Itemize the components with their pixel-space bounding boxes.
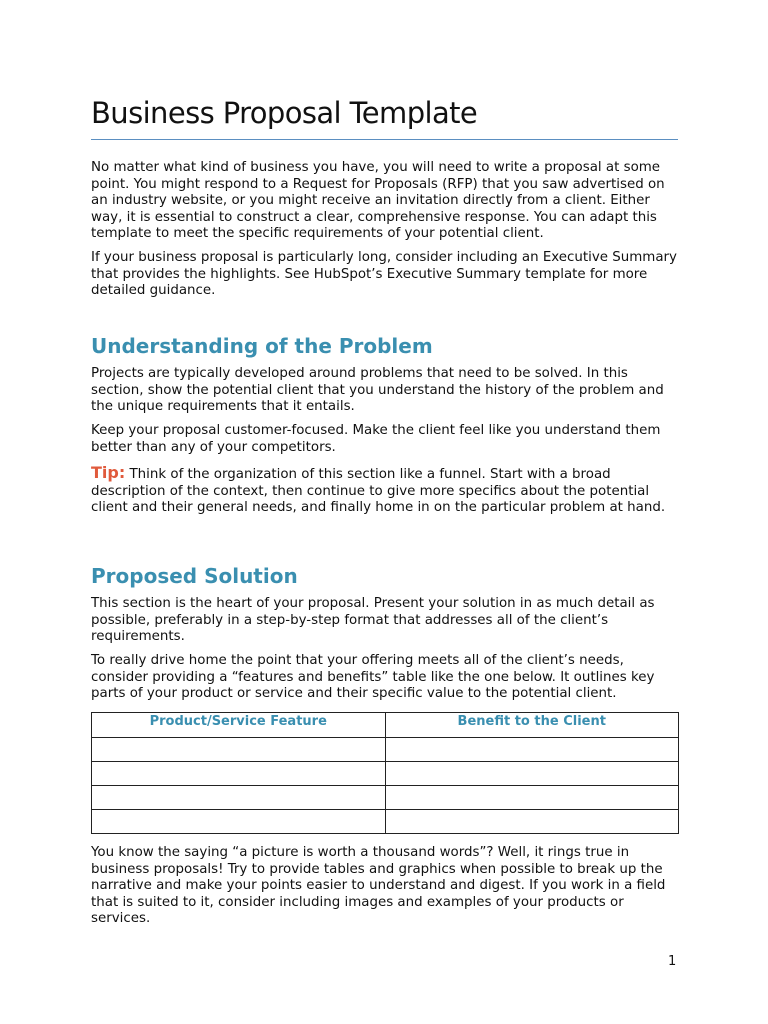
intro-paragraph-2: If your business proposal is particularly long, consider including an Executive Summary that provides the highlights. See HubSpot’s Executive Summary template for more detailed guidance. bbox=[91, 250, 677, 298]
table-cell[interactable] bbox=[385, 762, 679, 786]
table-row bbox=[92, 762, 679, 786]
problem-paragraph-1: Projects are typically developed around problems that need to be solved. In this section, show the potential client that you understand the history of the problem and the unique requirements that it entails. bbox=[91, 366, 664, 414]
table-cell[interactable] bbox=[92, 810, 386, 834]
table-cell[interactable] bbox=[92, 738, 386, 762]
solution-paragraph-2: To really drive home the point that your offering meets all of the client’s needs, consider providing a “features and benefits” table like the one below. It outlines key parts of your product or service and their specific value to the potential client. bbox=[91, 653, 655, 701]
tip-label: Tip: bbox=[91, 463, 126, 482]
solution-paragraph-3: You know the saying “a picture is worth a thousand words”? Well, it rings true in business proposals! Try to provide tables and graphics when possible to break up the narrative and make your points easier to understand and digest. If you work in a field that is suited to it, consider including images and examples of your products or services. bbox=[91, 845, 666, 926]
features-benefits-table bbox=[91, 712, 679, 834]
document-title: Business Proposal Template bbox=[91, 96, 478, 130]
tip-paragraph bbox=[91, 465, 678, 517]
intro-paragraph-1: No matter what kind of business you have, you will need to write a proposal at some point. You might respond to a Request for Proposals (RFP) that you saw advertised on an industry website, or you might receive an invitation directly from a client. Either way, it is essential to construct a clear, comprehensive response. You can adapt this template to meet the specific requirements of your potential client. bbox=[91, 160, 665, 241]
section-heading-solution: Proposed Solution bbox=[91, 564, 298, 588]
table-header-row bbox=[92, 713, 679, 738]
table-cell[interactable] bbox=[385, 738, 679, 762]
tip-text: Think of the organization of this section like a funnel. Start with a broad description of the context, then continue to give more specifics about the potential client and their general needs, and finally home in on the particular problem at hand. bbox=[91, 467, 666, 515]
title-divider bbox=[91, 139, 678, 140]
table-cell[interactable] bbox=[92, 786, 386, 810]
table-cell[interactable] bbox=[385, 786, 679, 810]
table-header-feature: Product/Service Feature bbox=[92, 713, 386, 738]
table-row bbox=[92, 738, 679, 762]
section-heading-problem: Understanding of the Problem bbox=[91, 334, 433, 358]
table-header-benefit: Benefit to the Client bbox=[385, 713, 679, 738]
table-cell[interactable] bbox=[92, 762, 386, 786]
page-number: 1 bbox=[668, 954, 677, 969]
problem-paragraph-2: Keep your proposal customer-focused. Make the client feel like you understand them better than any of your competitors. bbox=[91, 423, 661, 455]
table-row bbox=[92, 786, 679, 810]
solution-paragraph-1: This section is the heart of your proposal. Present your solution in as much detail as possible, preferably in a step-by-step format that addresses all of the client’s requirements. bbox=[91, 596, 655, 644]
table-cell[interactable] bbox=[385, 810, 679, 834]
table-row bbox=[92, 810, 679, 834]
